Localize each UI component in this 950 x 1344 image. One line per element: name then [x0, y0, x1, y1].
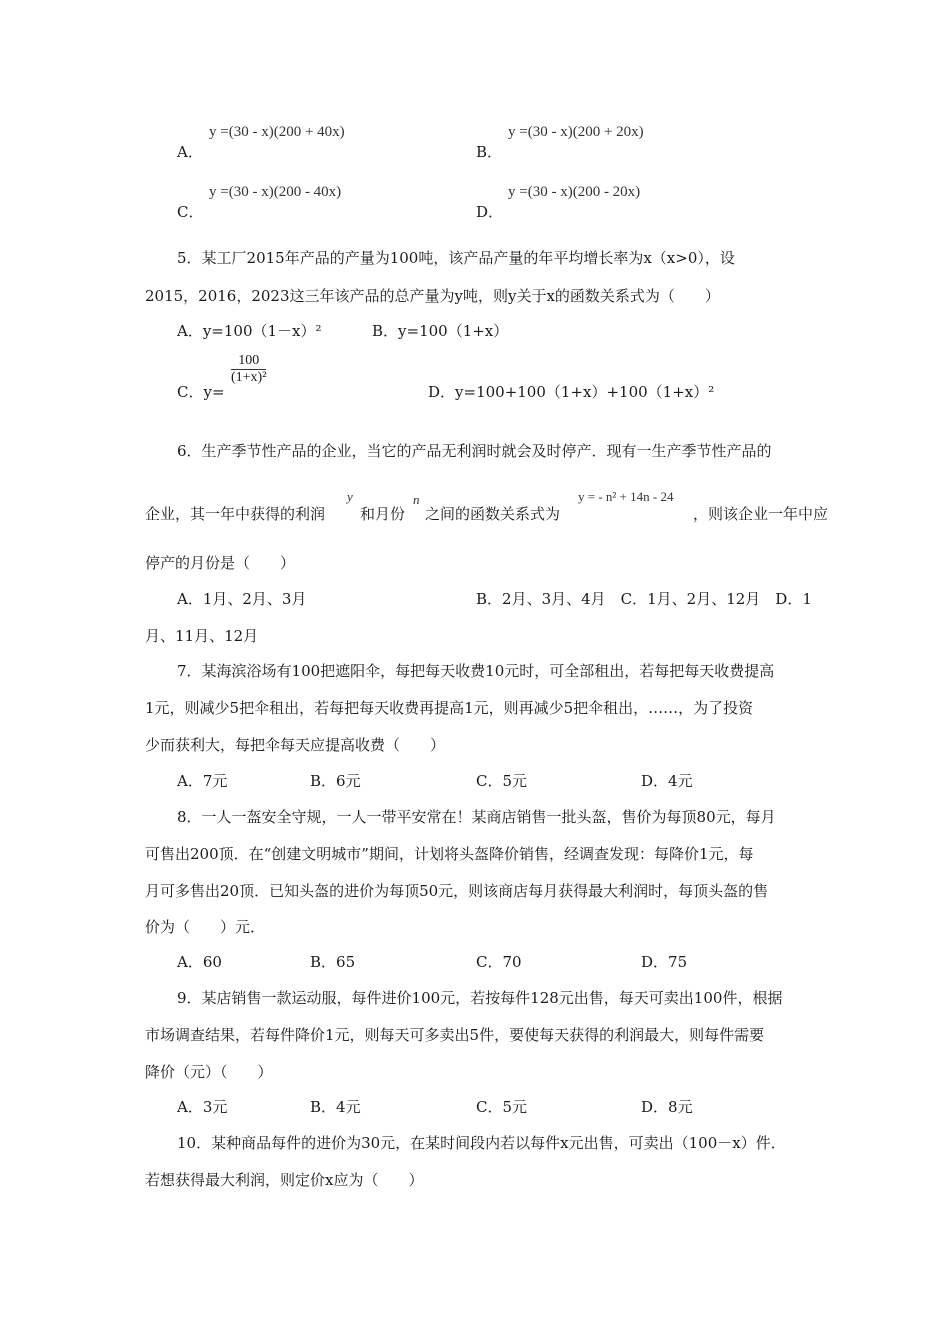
q9-option-d: D．8元: [641, 1098, 693, 1116]
q4-option-d-formula: y =(30 - x)(200 - 20x): [508, 184, 641, 200]
q10-stem-line2: 若想获得最大利润，则定价x应为（ ）: [145, 1171, 424, 1189]
q7-option-b: B．6元: [310, 772, 361, 790]
q9-stem-line2: 市场调查结果，若每件降价1元，则每天可多卖出5件，要使每天获得的利润最大，则每件需要: [145, 1026, 765, 1044]
q4-option-a-formula: y =(30 - x)(200 + 40x): [209, 124, 345, 140]
q6-option-a: A．1月、2月、3月: [177, 590, 307, 608]
q6-option-d-wrap: 月、11月、12月: [145, 627, 259, 645]
q4-option-c-formula: y =(30 - x)(200 - 40x): [209, 184, 342, 200]
q8-option-c: C．70: [476, 953, 522, 971]
q8-option-a: A．60: [177, 953, 222, 971]
q5-option-c-numerator: 100: [231, 353, 266, 370]
q8-stem-line2: 可售出200顶．在“创建文明城市”期间，计划将头盔降价销售，经调查发现：每降价1元，每: [145, 845, 754, 863]
q7-option-a: A．7元: [177, 772, 228, 790]
q9-stem-line1: 9．某店销售一款运动服，每件进价100元，若按每件128元出售，每天可卖出100件，根据: [177, 989, 783, 1007]
q4-option-b-formula: y =(30 - x)(200 + 20x): [508, 124, 644, 140]
q4-option-a-label: A．: [177, 143, 203, 161]
q5-option-c-fraction: [231, 353, 266, 386]
q4-option-d-label: D．: [476, 203, 504, 221]
q8-option-b: B．65: [310, 953, 356, 971]
q6-options-bcd: B．2月、3月、4月 C．1月、2月、12月 D．1: [476, 590, 812, 608]
q6-stem-line1: 6．生产季节性产品的企业，当它的产品无利润时就会及时停产．现有一生产季节性产品的: [177, 442, 772, 460]
q7-stem-line3: 少而获利大，每把伞每天应提高收费（ ）: [145, 736, 446, 754]
q7-option-c: C．5元: [476, 772, 528, 790]
q6-stem-line2d: ，则该企业一年中应: [693, 505, 829, 523]
q7-stem-line1: 7．某海滨浴场有100把遮阳伞，每把每天收费10元时，可全部租出，若每把每天收费提高: [177, 662, 775, 680]
q8-option-d: D．75: [641, 953, 688, 971]
q5-option-c-denominator: (1+x)²: [231, 370, 267, 385]
q6-var-n: n: [413, 492, 420, 507]
q9-option-b: B．4元: [310, 1098, 361, 1116]
q6-stem-line2c: 之间的函数关系式为: [425, 505, 561, 523]
q5-option-d: D．y=100+100（1+x）+100（1+x）²: [428, 383, 715, 401]
q7-stem-line2: 1元，则减少5把伞租出，若每把每天收费再提高1元，则再减少5把伞租出，……，为了投资: [145, 699, 754, 717]
q4-option-c-label: C．: [177, 203, 204, 221]
q5-option-b: B．y=100（1+x）: [372, 322, 509, 340]
q6-stem-line2a: 企业，其一年中获得的利润: [145, 505, 326, 523]
q9-stem-line3: 降价（元）（ ）: [145, 1063, 273, 1081]
q5-stem-line1: 5．某工厂2015年产品的产量为100吨，该产品产量的年平均增长率为x（x>0），设: [177, 249, 735, 267]
q5-option-c-label: C．y=: [177, 383, 225, 401]
q6-stem-line2b: 和月份: [360, 505, 406, 523]
q7-option-d: D．4元: [641, 772, 693, 790]
q9-option-a: A．3元: [177, 1098, 228, 1116]
q6-formula: y = - n² + 14n - 24: [578, 489, 674, 504]
q9-option-c: C．5元: [476, 1098, 528, 1116]
q4-option-b-label: B．: [476, 143, 503, 161]
q8-stem-line4: 价为（ ）元．: [145, 918, 266, 936]
q10-stem-line1: 10．某种商品每件的进价为30元，在某时间段内若以每件x元出售，可卖出（100－x）件．: [177, 1134, 786, 1152]
q6-stem-line3: 停产的月份是（ ）: [145, 554, 296, 572]
q8-stem-line3: 月可多售出20顶．已知头盔的进价为每顶50元，则该商店每月获得最大利润时，每顶头盔的售: [145, 882, 769, 900]
q8-stem-line1: 8．一人一盔安全守规，一人一带平安常在！某商店销售一批头盔，售价为每顶80元，每月: [177, 808, 776, 826]
q5-option-a: A．y=100（1－x）²: [177, 322, 322, 340]
q5-stem-line2: 2015，2016，2023这三年该产品的总产量为y吨，则y关于x的函数关系式为（ ）: [145, 287, 720, 305]
q6-var-y: y: [347, 489, 353, 504]
